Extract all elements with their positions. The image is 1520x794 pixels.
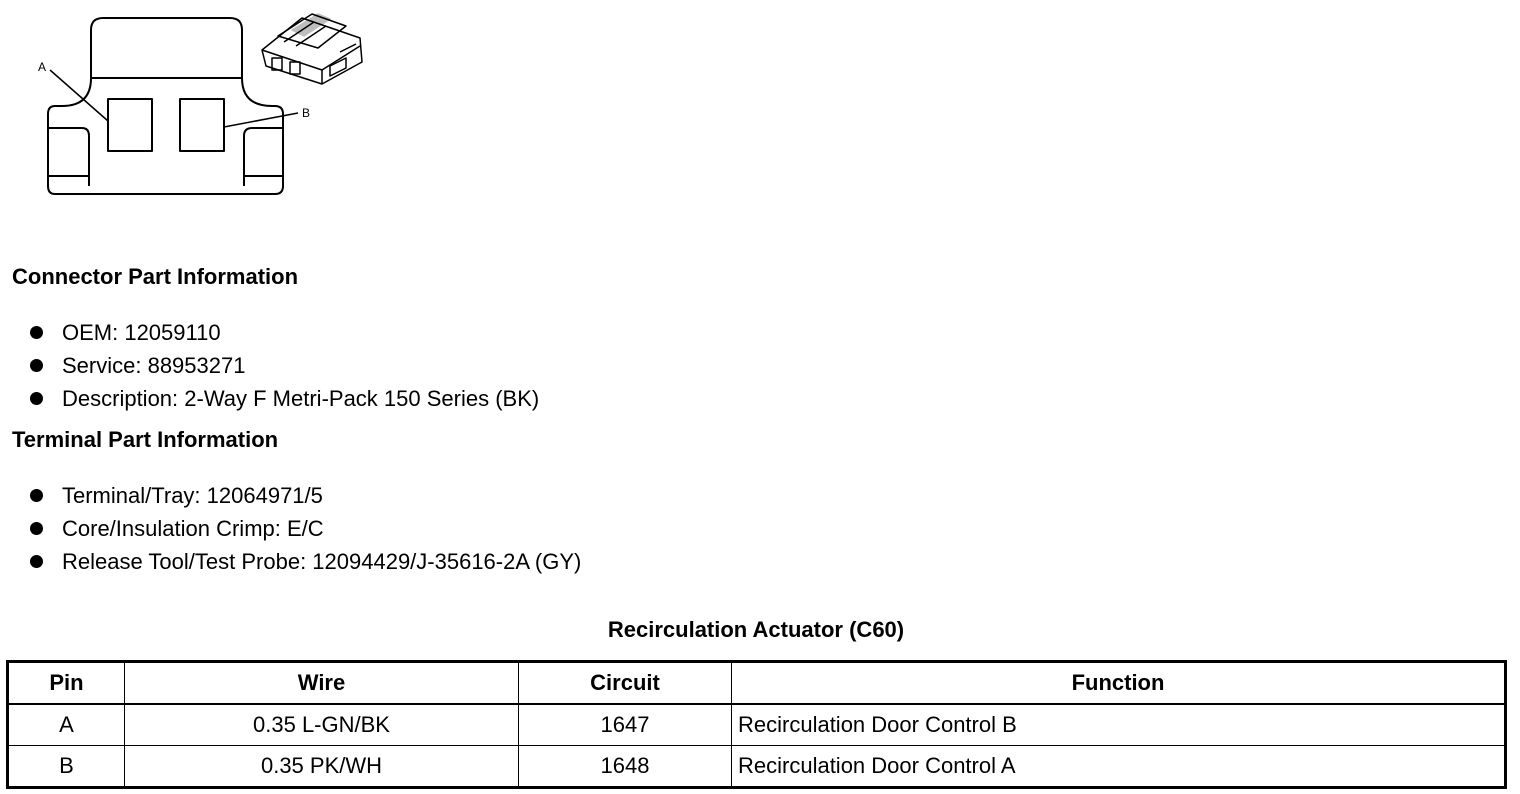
connector-right-tab: [244, 128, 283, 186]
connector-diagram: [0, 0, 400, 210]
terminal-crimp-text: Core/Insulation Crimp: E/C: [62, 516, 324, 541]
bullet-icon: [30, 555, 43, 568]
cell-pin: B: [8, 746, 125, 788]
connector-info-heading: Connector Part Information: [12, 264, 299, 289]
list-item: [30, 545, 581, 578]
pin-label-a: A: [38, 60, 47, 74]
list-item: [30, 512, 581, 545]
list-item: [30, 349, 539, 382]
terminal-tray-text: Terminal/Tray: 12064971/5: [62, 483, 323, 508]
pin-label-b: B: [302, 106, 311, 120]
column-header-function: Function: [732, 662, 1506, 705]
column-header-pin: Pin: [8, 662, 125, 705]
cell-circuit: 1647: [519, 704, 732, 746]
connector-info-list: [30, 316, 539, 415]
cell-wire: 0.35 PK/WH: [125, 746, 519, 788]
column-header-circuit: Circuit: [519, 662, 732, 705]
connector-oem-text: OEM: 12059110: [62, 320, 221, 345]
list-item: [30, 479, 581, 512]
cell-pin: A: [8, 704, 125, 746]
list-item: [30, 316, 539, 349]
table-header-row: [8, 662, 1506, 705]
table-title: Recirculation Actuator (C60): [607, 617, 905, 642]
terminal-info-heading: Terminal Part Information: [12, 427, 279, 452]
column-header-wire: Wire: [125, 662, 519, 705]
cell-circuit: 1648: [519, 746, 732, 788]
pinout-table: [6, 660, 1507, 789]
connector-left-tab: [48, 128, 89, 186]
list-item: [30, 382, 539, 415]
table-row: [8, 746, 1506, 788]
connector-description-text: Description: 2-Way F Metri-Pack 150 Series (BK): [62, 386, 540, 411]
connector-isometric-illustration: [262, 14, 362, 84]
terminal-info-list: [30, 479, 581, 578]
cell-function: Recirculation Door Control A: [732, 746, 1506, 788]
table-row: [8, 704, 1506, 746]
bullet-icon: [30, 522, 43, 535]
cell-wire: 0.35 L-GN/BK: [125, 704, 519, 746]
bullet-icon: [30, 359, 43, 372]
cavity-b: [180, 99, 224, 151]
connector-service-text: Service: 88953271: [62, 353, 246, 378]
terminal-release-tool-text: Release Tool/Test Probe: 12094429/J-35616-2A (GY): [62, 549, 582, 574]
bullet-icon: [30, 326, 43, 339]
bullet-icon: [30, 489, 43, 502]
cell-function: Recirculation Door Control B: [732, 704, 1506, 746]
bullet-icon: [30, 392, 43, 405]
cavity-a: [108, 99, 152, 151]
connector-top-cap: [91, 18, 242, 78]
